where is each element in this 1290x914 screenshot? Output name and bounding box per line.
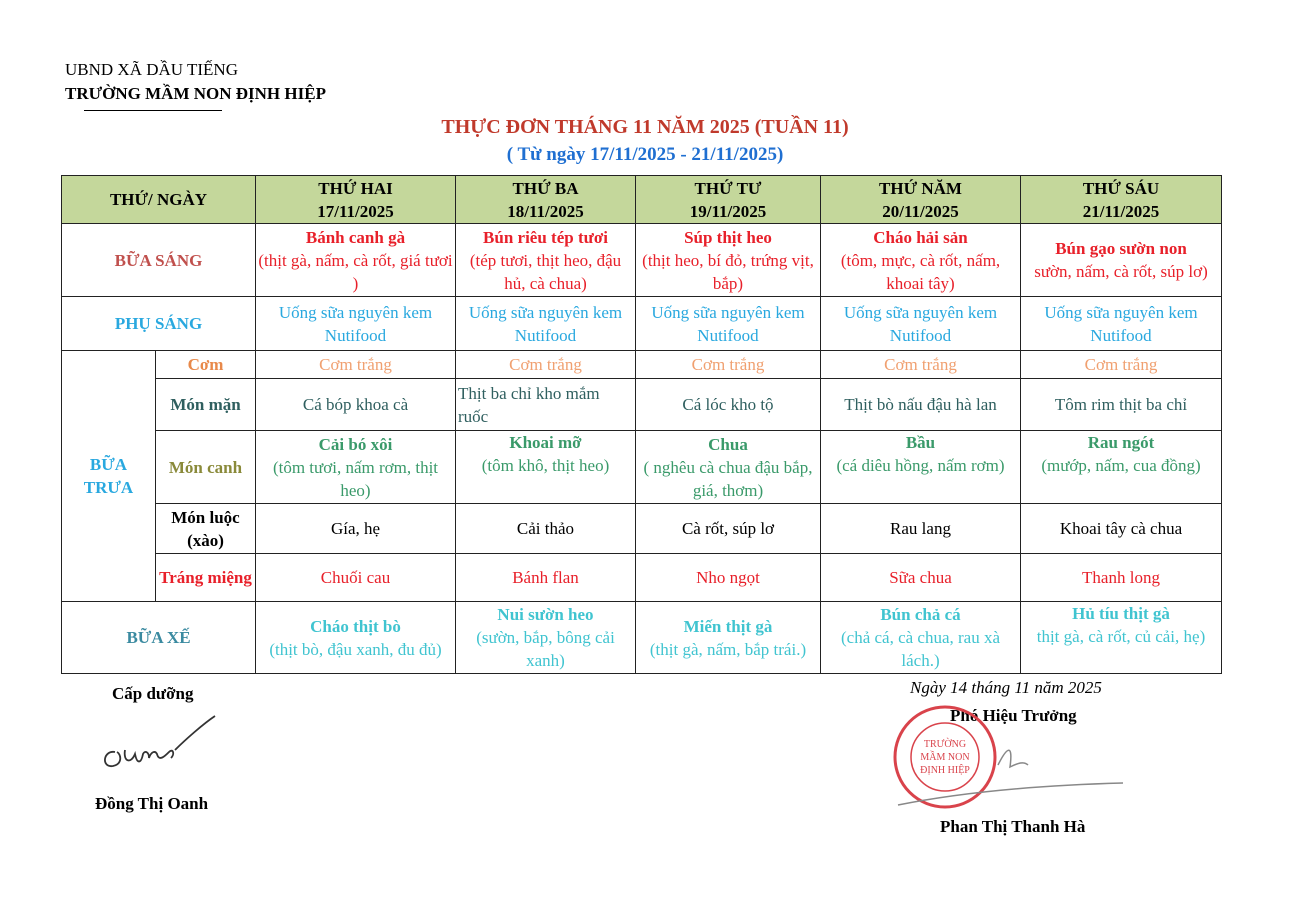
menu-cell bbox=[636, 431, 821, 504]
menu-table bbox=[61, 175, 1222, 674]
day-date: 19/11/2025 bbox=[689, 201, 767, 221]
dish-detail: (tôm tươi, nấm rơm, thịt heo) bbox=[272, 457, 439, 500]
menu-cell: Cá bóp khoa cà bbox=[256, 379, 456, 431]
dish-detail: (thịt heo, bí đỏ, trứng vịt, bắp) bbox=[642, 250, 814, 293]
sub-label: Món mặn bbox=[156, 379, 256, 431]
menu-cell: Cơm trắng bbox=[821, 351, 1021, 379]
dish: Bánh canh gà bbox=[305, 227, 406, 247]
menu-cell: Cơm trắng bbox=[636, 351, 821, 379]
day-date: 18/11/2025 bbox=[507, 201, 584, 221]
menu-cell: Uống sữa nguyên kem Nutifood bbox=[256, 297, 456, 351]
menu-cell bbox=[636, 224, 821, 297]
divider bbox=[84, 110, 222, 111]
menu-cell: Uống sữa nguyên kem Nutifood bbox=[636, 297, 821, 351]
dish-detail: (tôm, mực, cà rốt, nấm, khoai tây) bbox=[840, 250, 1001, 293]
dish: Hủ tíu thịt gà bbox=[1072, 604, 1170, 623]
dish: Bún gạo sườn non bbox=[1055, 239, 1187, 258]
dish-detail: (cá diêu hồng, nấm rơm) bbox=[836, 456, 1005, 475]
menu-cell bbox=[1021, 224, 1222, 297]
menu-cell: Uống sữa nguyên kem Nutifood bbox=[1021, 297, 1222, 351]
dish: Nui sườn heo bbox=[497, 605, 594, 624]
corner-header: THỨ/ NGÀY bbox=[62, 176, 256, 224]
dish: Bún riêu tép tươi bbox=[483, 227, 608, 247]
menu-cell: Khoai tây cà chua bbox=[1021, 504, 1222, 554]
dish: Khoai mỡ bbox=[509, 433, 582, 452]
page-title: THỰC ĐƠN THÁNG 11 NĂM 2025 (TUẦN 11) bbox=[441, 116, 849, 138]
menu-cell: Cơm trắng bbox=[256, 351, 456, 379]
sub-label: Món canh bbox=[156, 431, 256, 504]
menu-cell: Cải thảo bbox=[456, 504, 636, 554]
day-name: THỨ SÁU bbox=[1082, 178, 1160, 198]
dish-detail: ( nghêu cà chua đậu bắp, giá, thơm) bbox=[643, 457, 813, 500]
day-header bbox=[256, 176, 456, 224]
dish-detail: (thịt bò, đậu xanh, đu đủ) bbox=[269, 639, 442, 659]
dish-detail: (mướp, nấm, cua đồng) bbox=[1041, 456, 1201, 475]
vp-title: Phó Hiệu Trưởng bbox=[950, 706, 1077, 725]
day-header bbox=[1021, 176, 1222, 224]
menu-cell bbox=[456, 431, 636, 504]
day-name: THỨ HAI bbox=[318, 178, 393, 198]
menu-cell: Bánh flan bbox=[456, 554, 636, 602]
menu-cell bbox=[256, 431, 456, 504]
soup-row bbox=[62, 431, 1222, 504]
menu-cell bbox=[456, 224, 636, 297]
lunch-label: BỮA TRƯA bbox=[62, 351, 156, 602]
header-row bbox=[62, 176, 1222, 224]
menu-cell: Cà rốt, súp lơ bbox=[636, 504, 821, 554]
menu-cell bbox=[636, 602, 821, 674]
menu-cell bbox=[821, 224, 1021, 297]
menu-cell: Thanh long bbox=[1021, 554, 1222, 602]
vp-name: Phan Thị Thanh Hà bbox=[940, 817, 1086, 836]
dish-detail: (tôm khô, thịt heo) bbox=[481, 456, 610, 475]
breakfast-row bbox=[62, 224, 1222, 297]
dish: Cháo thịt bò bbox=[310, 616, 401, 636]
menu-cell: Sữa chua bbox=[821, 554, 1021, 602]
official-stamp bbox=[888, 705, 1128, 815]
day-date: 17/11/2025 bbox=[317, 201, 394, 221]
cook-name: Đồng Thị Oanh bbox=[95, 794, 209, 813]
dish: Rau ngót bbox=[1087, 433, 1155, 452]
main-dish-row bbox=[62, 379, 1222, 431]
dish-detail: (thịt gà, nấm, cà rốt, giá tươi ) bbox=[258, 250, 453, 293]
menu-cell bbox=[821, 431, 1021, 504]
org-name: UBND XÃ DẦU TIẾNG bbox=[65, 60, 238, 79]
sub-label: Tráng miệng bbox=[156, 554, 256, 602]
menu-cell: Gía, hẹ bbox=[256, 504, 456, 554]
rice-row bbox=[62, 351, 1222, 379]
menu-cell bbox=[1021, 602, 1222, 674]
menu-cell: Rau lang bbox=[821, 504, 1021, 554]
dish: Chua bbox=[708, 434, 748, 454]
date-range: ( Từ ngày 17/11/2025 - 21/11/2025) bbox=[506, 144, 784, 165]
menu-cell bbox=[456, 602, 636, 674]
dish-detail: sườn, nấm, cà rốt, súp lơ) bbox=[1034, 262, 1208, 281]
row-label: BỮA SÁNG bbox=[62, 224, 256, 297]
menu-cell: Cơm trắng bbox=[1021, 351, 1222, 379]
cook-title: Cấp dưỡng bbox=[112, 684, 194, 703]
menu-cell bbox=[1021, 431, 1222, 504]
boiled-row bbox=[62, 504, 1222, 554]
menu-cell: Uống sữa nguyên kem Nutifood bbox=[456, 297, 636, 351]
dish-detail: (tép tươi, thịt heo, đậu hủ, cà chua) bbox=[469, 250, 622, 293]
dish: Cải bó xôi bbox=[318, 434, 393, 454]
menu-cell bbox=[256, 224, 456, 297]
dish: Bún chả cá bbox=[880, 605, 961, 624]
menu-cell: Thịt ba chỉ kho mắm ruốc bbox=[456, 379, 636, 431]
afternoon-row bbox=[62, 602, 1222, 674]
menu-cell: Tôm rim thịt ba chỉ bbox=[1021, 379, 1222, 431]
dish-detail: (sườn, bắp, bông cải xanh) bbox=[476, 628, 615, 670]
sub-label: Cơm bbox=[156, 351, 256, 379]
dessert-row bbox=[62, 554, 1222, 602]
row-label: PHỤ SÁNG bbox=[62, 297, 256, 351]
school-name: TRƯỜNG MẦM NON ĐỊNH HIỆP bbox=[65, 84, 326, 103]
morning-snack-row bbox=[62, 297, 1222, 351]
day-header bbox=[456, 176, 636, 224]
menu-cell: Cơm trắng bbox=[456, 351, 636, 379]
dish: Bầu bbox=[905, 433, 936, 452]
day-date: 21/11/2025 bbox=[1082, 201, 1160, 221]
dish: Súp thịt heo bbox=[684, 227, 772, 247]
menu-cell bbox=[256, 602, 456, 674]
menu-cell: Cá lóc kho tộ bbox=[636, 379, 821, 431]
row-label: BỮA XẾ bbox=[62, 602, 256, 674]
sign-date: Ngày 14 tháng 11 năm 2025 bbox=[910, 678, 1102, 697]
day-date: 20/11/2025 bbox=[882, 201, 959, 221]
day-name: THỨ TƯ bbox=[694, 178, 762, 198]
sub-label: Món luộc (xào) bbox=[156, 504, 256, 554]
svg-text:MẦM NON: MẦM NON bbox=[920, 752, 970, 763]
dish-detail: (thịt gà, nấm, bắp trái.) bbox=[649, 639, 807, 659]
day-name: THỨ NĂM bbox=[879, 178, 962, 198]
day-name: THỨ BA bbox=[512, 178, 579, 198]
svg-text:ĐỊNH HIỆP: ĐỊNH HIỆP bbox=[920, 765, 970, 776]
menu-cell: Nho ngọt bbox=[636, 554, 821, 602]
svg-text:TRƯỜNG: TRƯỜNG bbox=[923, 739, 967, 750]
menu-cell bbox=[821, 602, 1021, 674]
day-header bbox=[821, 176, 1021, 224]
menu-cell: Thịt bò nấu đậu hà lan bbox=[821, 379, 1021, 431]
cook-signature bbox=[95, 710, 225, 775]
dish-detail: (chả cá, cà chua, rau xà lách.) bbox=[840, 628, 1001, 670]
dish: Miến thịt gà bbox=[683, 616, 773, 636]
day-header bbox=[636, 176, 821, 224]
dish-detail: thịt gà, cà rốt, củ cải, hẹ) bbox=[1036, 627, 1206, 646]
menu-cell: Uống sữa nguyên kem Nutifood bbox=[821, 297, 1021, 351]
dish: Cháo hải sản bbox=[873, 227, 968, 247]
menu-cell: Chuối cau bbox=[256, 554, 456, 602]
